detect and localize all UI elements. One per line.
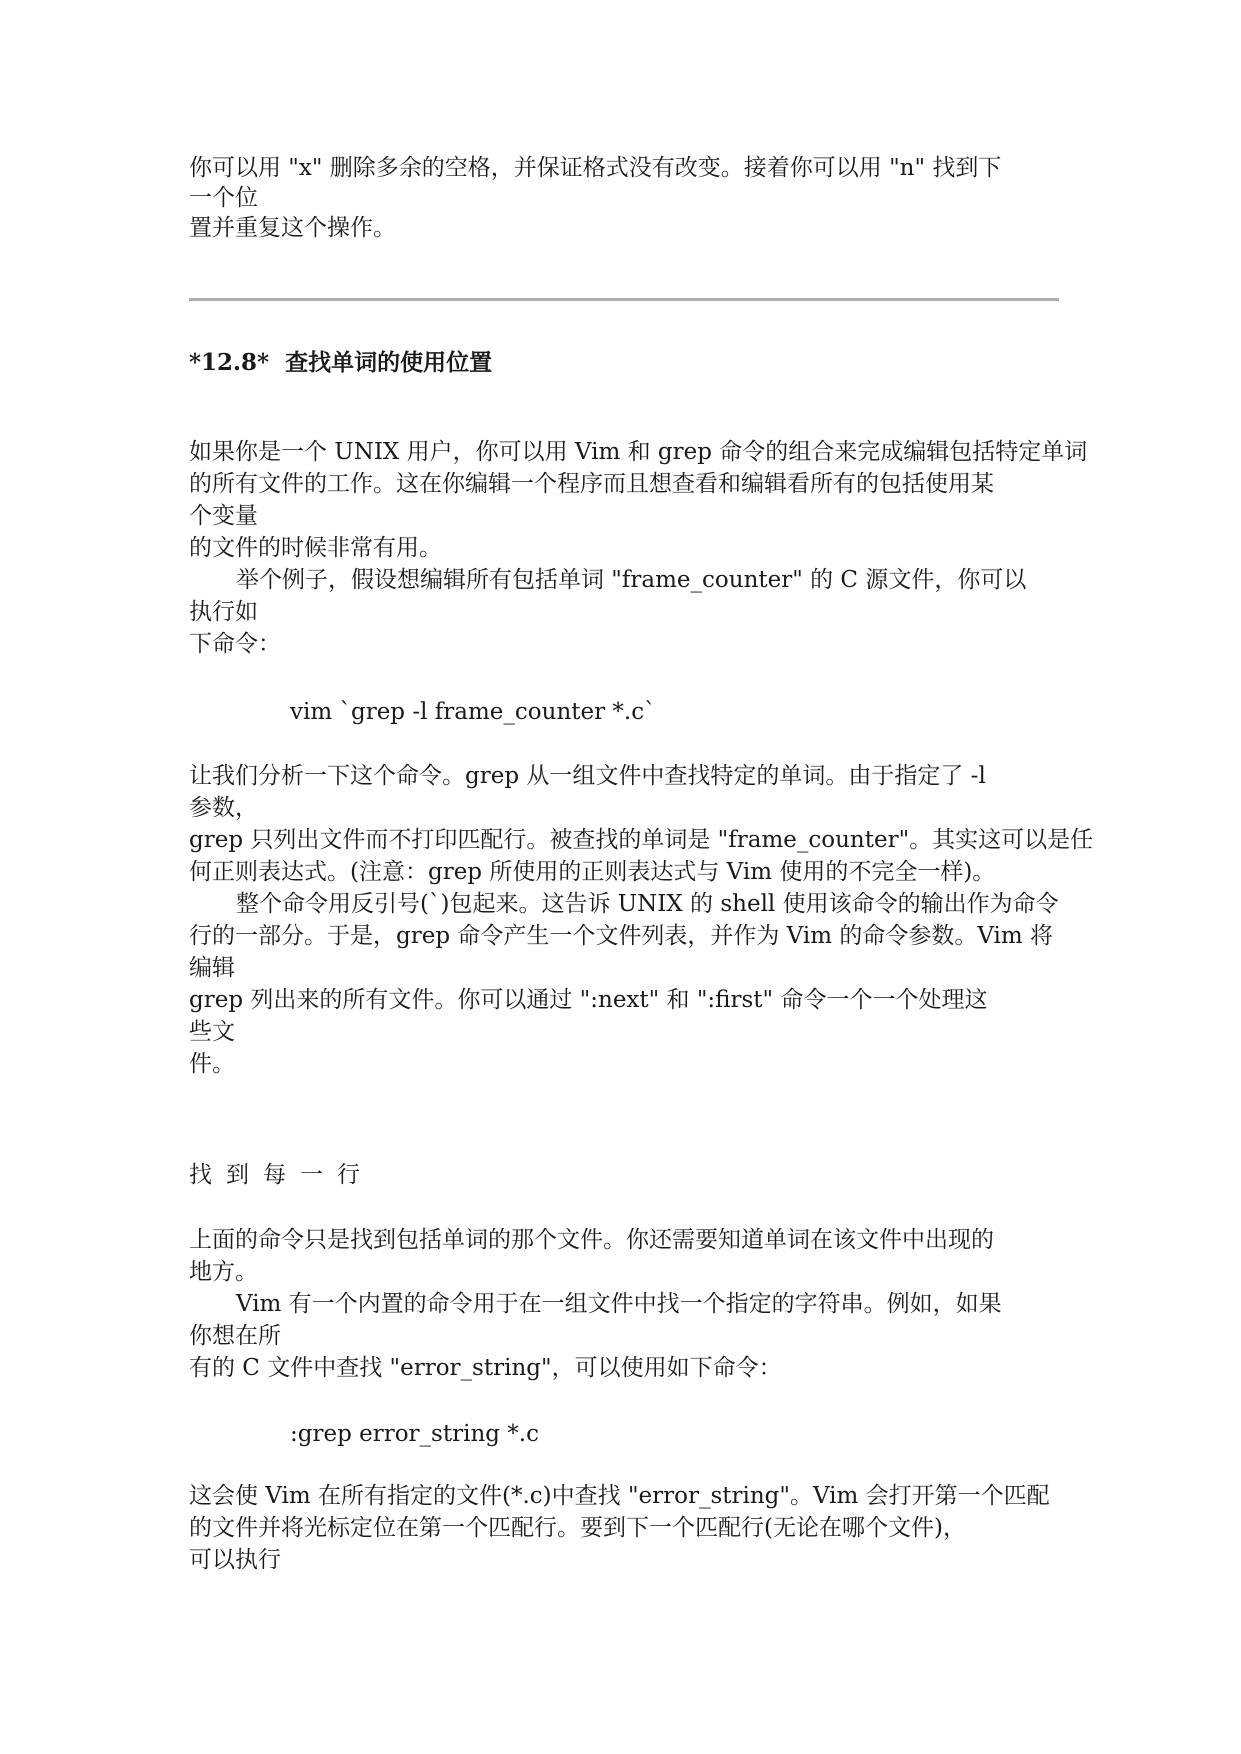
intro-line-2: 一个位 [189,185,258,211]
p3-line-4: 何正则表达式。(注意：grep 所使用的正则表达式与 Vim 使用的不完全一样)。 [189,859,996,885]
p7-line-3: 可以执行 [189,1547,281,1573]
p6-line-3: 有的 C 文件中查找 "error_string"，可以使用如下命令： [189,1355,782,1381]
p5-line-2: 地方。 [189,1259,258,1285]
section-divider [189,298,1059,301]
p2-line-3: 下命令： [189,631,281,657]
p4-line-1: 整个命令用反引号(`)包起来。这告诉 UNIX 的 shell 使用该命令的输出作为命令 [236,891,1059,917]
p1-line-3: 个变量 [189,503,258,529]
p3-line-1: 让我们分析一下这个命令。grep 从一组文件中查找特定的单词。由于指定了 -l [189,763,986,789]
p4-line-4: grep 列出来的所有文件。你可以通过 ":next" 和 ":first" 命令一个一个处理这 [189,987,988,1013]
p3-line-2: 参数， [189,795,258,821]
p7-line-1: 这会使 Vim 在所有指定的文件(*.c)中查找 "error_string"。Vim 会打开第一个匹配 [189,1483,1050,1509]
p7-line-2: 的文件并将光标定位在第一个匹配行。要到下一个匹配行(无论在哪个文件)， [189,1515,966,1541]
p4-line-2: 行的一部分。于是，grep 命令产生一个文件列表，并作为 Vim 的命令参数。Vim 将 [189,923,1054,949]
p6-line-1: Vim 有一个内置的命令用于在一组文件中找一个指定的字符串。例如，如果 [236,1291,1002,1317]
section-heading: *12.8* 查找单词的使用位置 [189,349,493,376]
intro-line-1: 你可以用 "x" 删除多余的空格，并保证格式没有改变。接着你可以用 "n" 找到下 [189,155,1002,181]
p4-line-6: 件。 [189,1051,235,1077]
p4-line-3: 编辑 [189,955,235,981]
p1-line-2: 的所有文件的工作。这在你编辑一个程序而且想查看和编辑看所有的包括使用某 [189,471,994,497]
subsection-heading: 找到每一行 [189,1162,374,1188]
p4-line-5: 些文 [189,1019,235,1045]
p1-line-4: 的文件的时候非常有用。 [189,535,442,561]
p3-line-3: grep 只列出文件而不打印匹配行。被查找的单词是 "frame_counter"。其实这可以是任 [189,827,1094,853]
p1-line-1: 如果你是一个 UNIX 用户，你可以用 Vim 和 grep 命令的组合来完成编辑包括特定单词 [189,439,1088,465]
p2-line-2: 执行如 [189,599,258,625]
p2-line-1: 举个例子，假设想编辑所有包括单词 "frame_counter" 的 C 源文件，你可以 [236,567,1027,593]
p6-line-2: 你想在所 [189,1323,281,1349]
code-example-1: vim `grep -l frame_counter *.c` [290,699,656,725]
p5-line-1: 上面的命令只是找到包括单词的那个文件。你还需要知道单词在该文件中出现的 [189,1227,994,1253]
code-example-2: :grep error_string *.c [290,1421,539,1447]
intro-line-3: 置并重复这个操作。 [189,215,396,241]
